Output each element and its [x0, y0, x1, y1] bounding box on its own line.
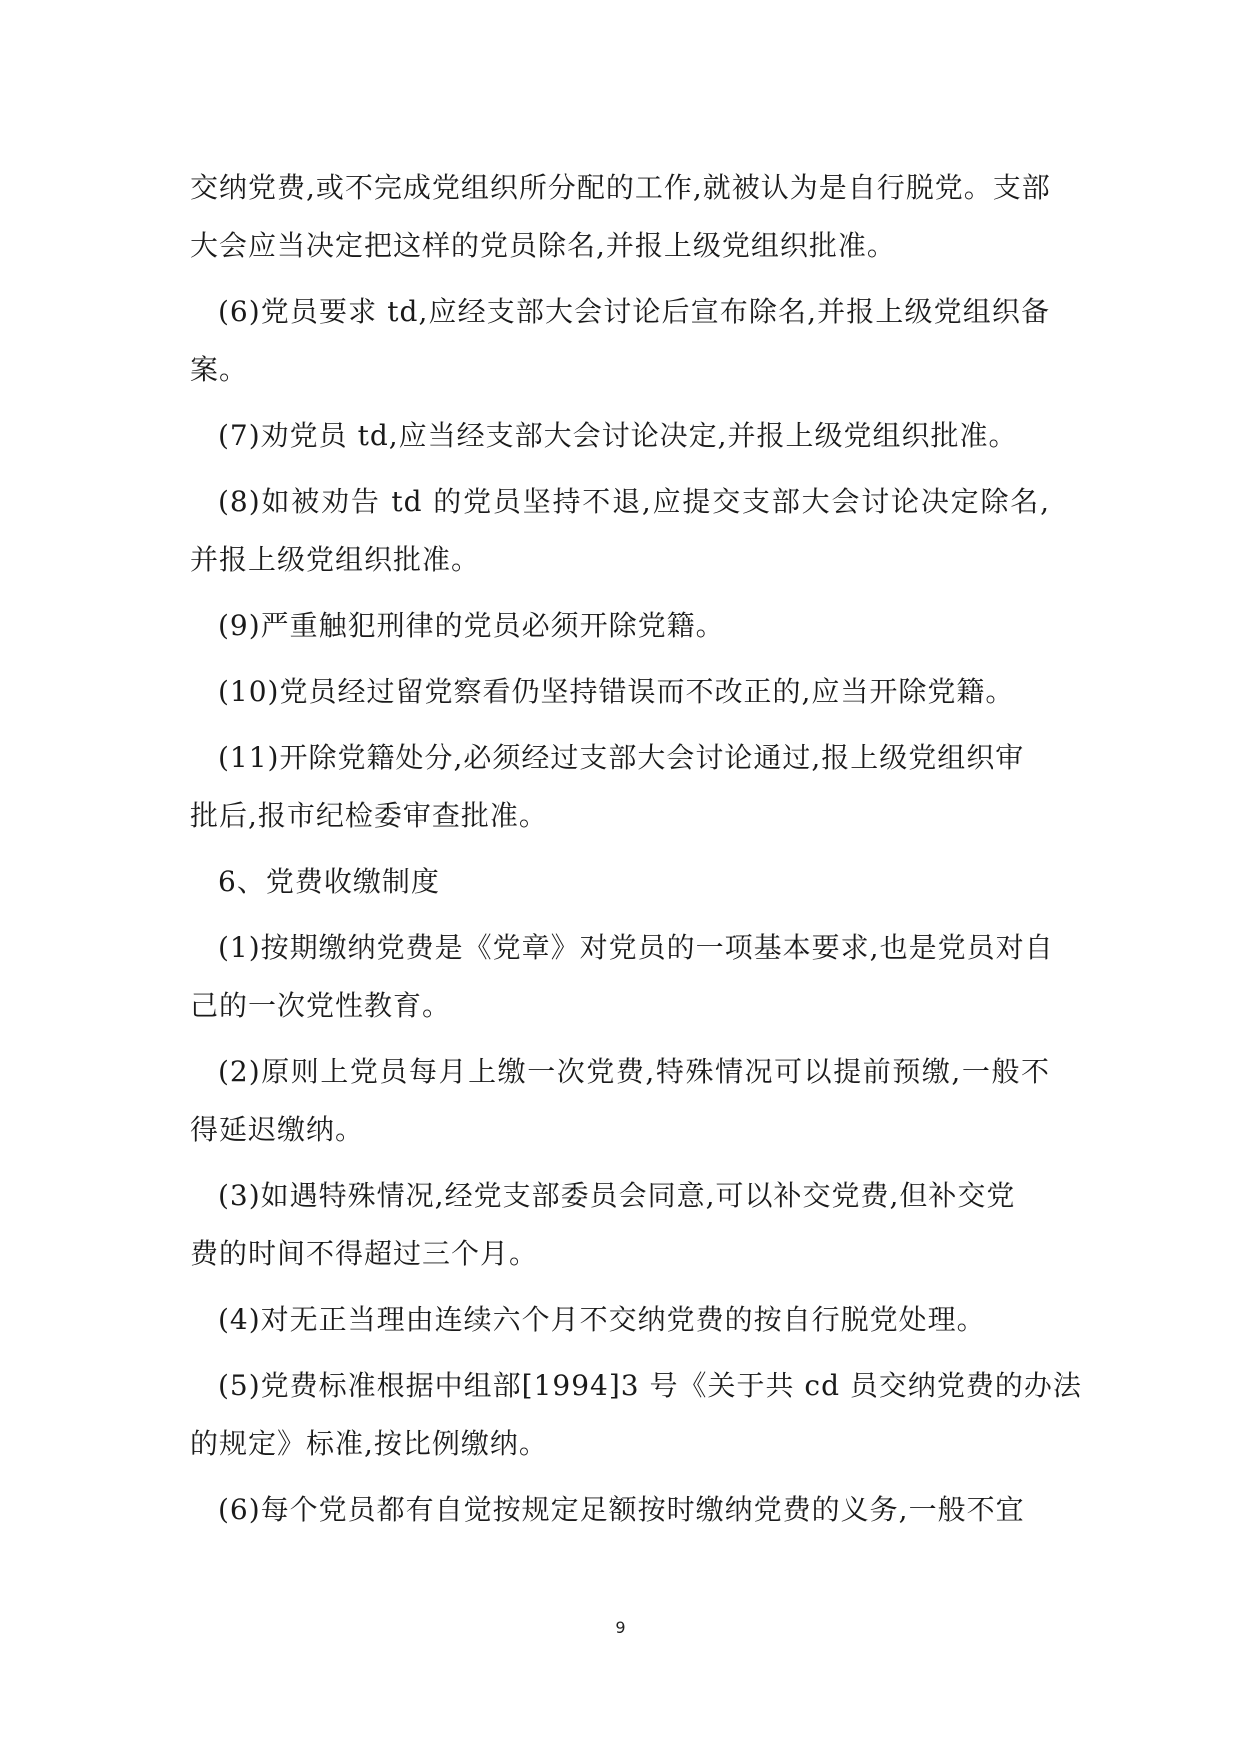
text-line: (8)如被劝告 td 的党员坚持不退,应提交支部大会讨论决定除名,	[218, 485, 1050, 518]
text-line: 并报上级党组织批准。	[190, 543, 481, 576]
text-line: (10)党员经过留党察看仍坚持错误而不改正的,应当开除党籍。	[218, 675, 1015, 708]
text-line: (1)按期缴纳党费是《党章》对党员的一项基本要求,也是党员对自	[218, 931, 1054, 964]
page-number: 9	[615, 1618, 626, 1637]
text-line: 交纳党费,或不完成党组织所分配的工作,就被认为是自行脱党。支部	[190, 171, 1051, 204]
text-line: (5)党费标准根据中组部[1994]3 号《关于共 cd 员交纳党费的办法	[218, 1369, 1082, 1402]
text-line: 大会应当决定把这样的党员除名,并报上级党组织批准。	[190, 229, 896, 262]
text-line: (3)如遇特殊情况,经党支部委员会同意,可以补交党费,但补交党	[218, 1179, 1016, 1212]
section-heading: 6、党费收缴制度	[218, 865, 440, 898]
text-line: (6)党员要求 td,应经支部大会讨论后宣布除名,并报上级党组织备	[218, 295, 1050, 328]
text-line: (11)开除党籍处分,必须经过支部大会讨论通过,报上级党组织审	[218, 741, 1025, 774]
text-line: (9)严重触犯刑律的党员必须开除党籍。	[218, 609, 725, 642]
text-line: 费的时间不得超过三个月。	[190, 1237, 539, 1270]
text-line: (4)对无正当理由连续六个月不交纳党费的按自行脱党处理。	[218, 1303, 986, 1336]
text-line: 批后,报市纪检委审查批准。	[190, 799, 548, 832]
text-line: (6)每个党员都有自觉按规定足额按时缴纳党费的义务,一般不宜	[218, 1493, 1025, 1526]
text-line: 得延迟缴纳。	[190, 1113, 365, 1146]
text-line: (2)原则上党员每月上缴一次党费,特殊情况可以提前预缴,一般不	[218, 1055, 1050, 1088]
text-line: 己的一次党性教育。	[190, 989, 452, 1022]
text-line: 的规定》标准,按比例缴纳。	[190, 1427, 548, 1460]
text-line: 案。	[190, 353, 249, 386]
text-line: (7)劝党员 td,应当经支部大会讨论决定,并报上级党组织批准。	[218, 419, 1018, 452]
